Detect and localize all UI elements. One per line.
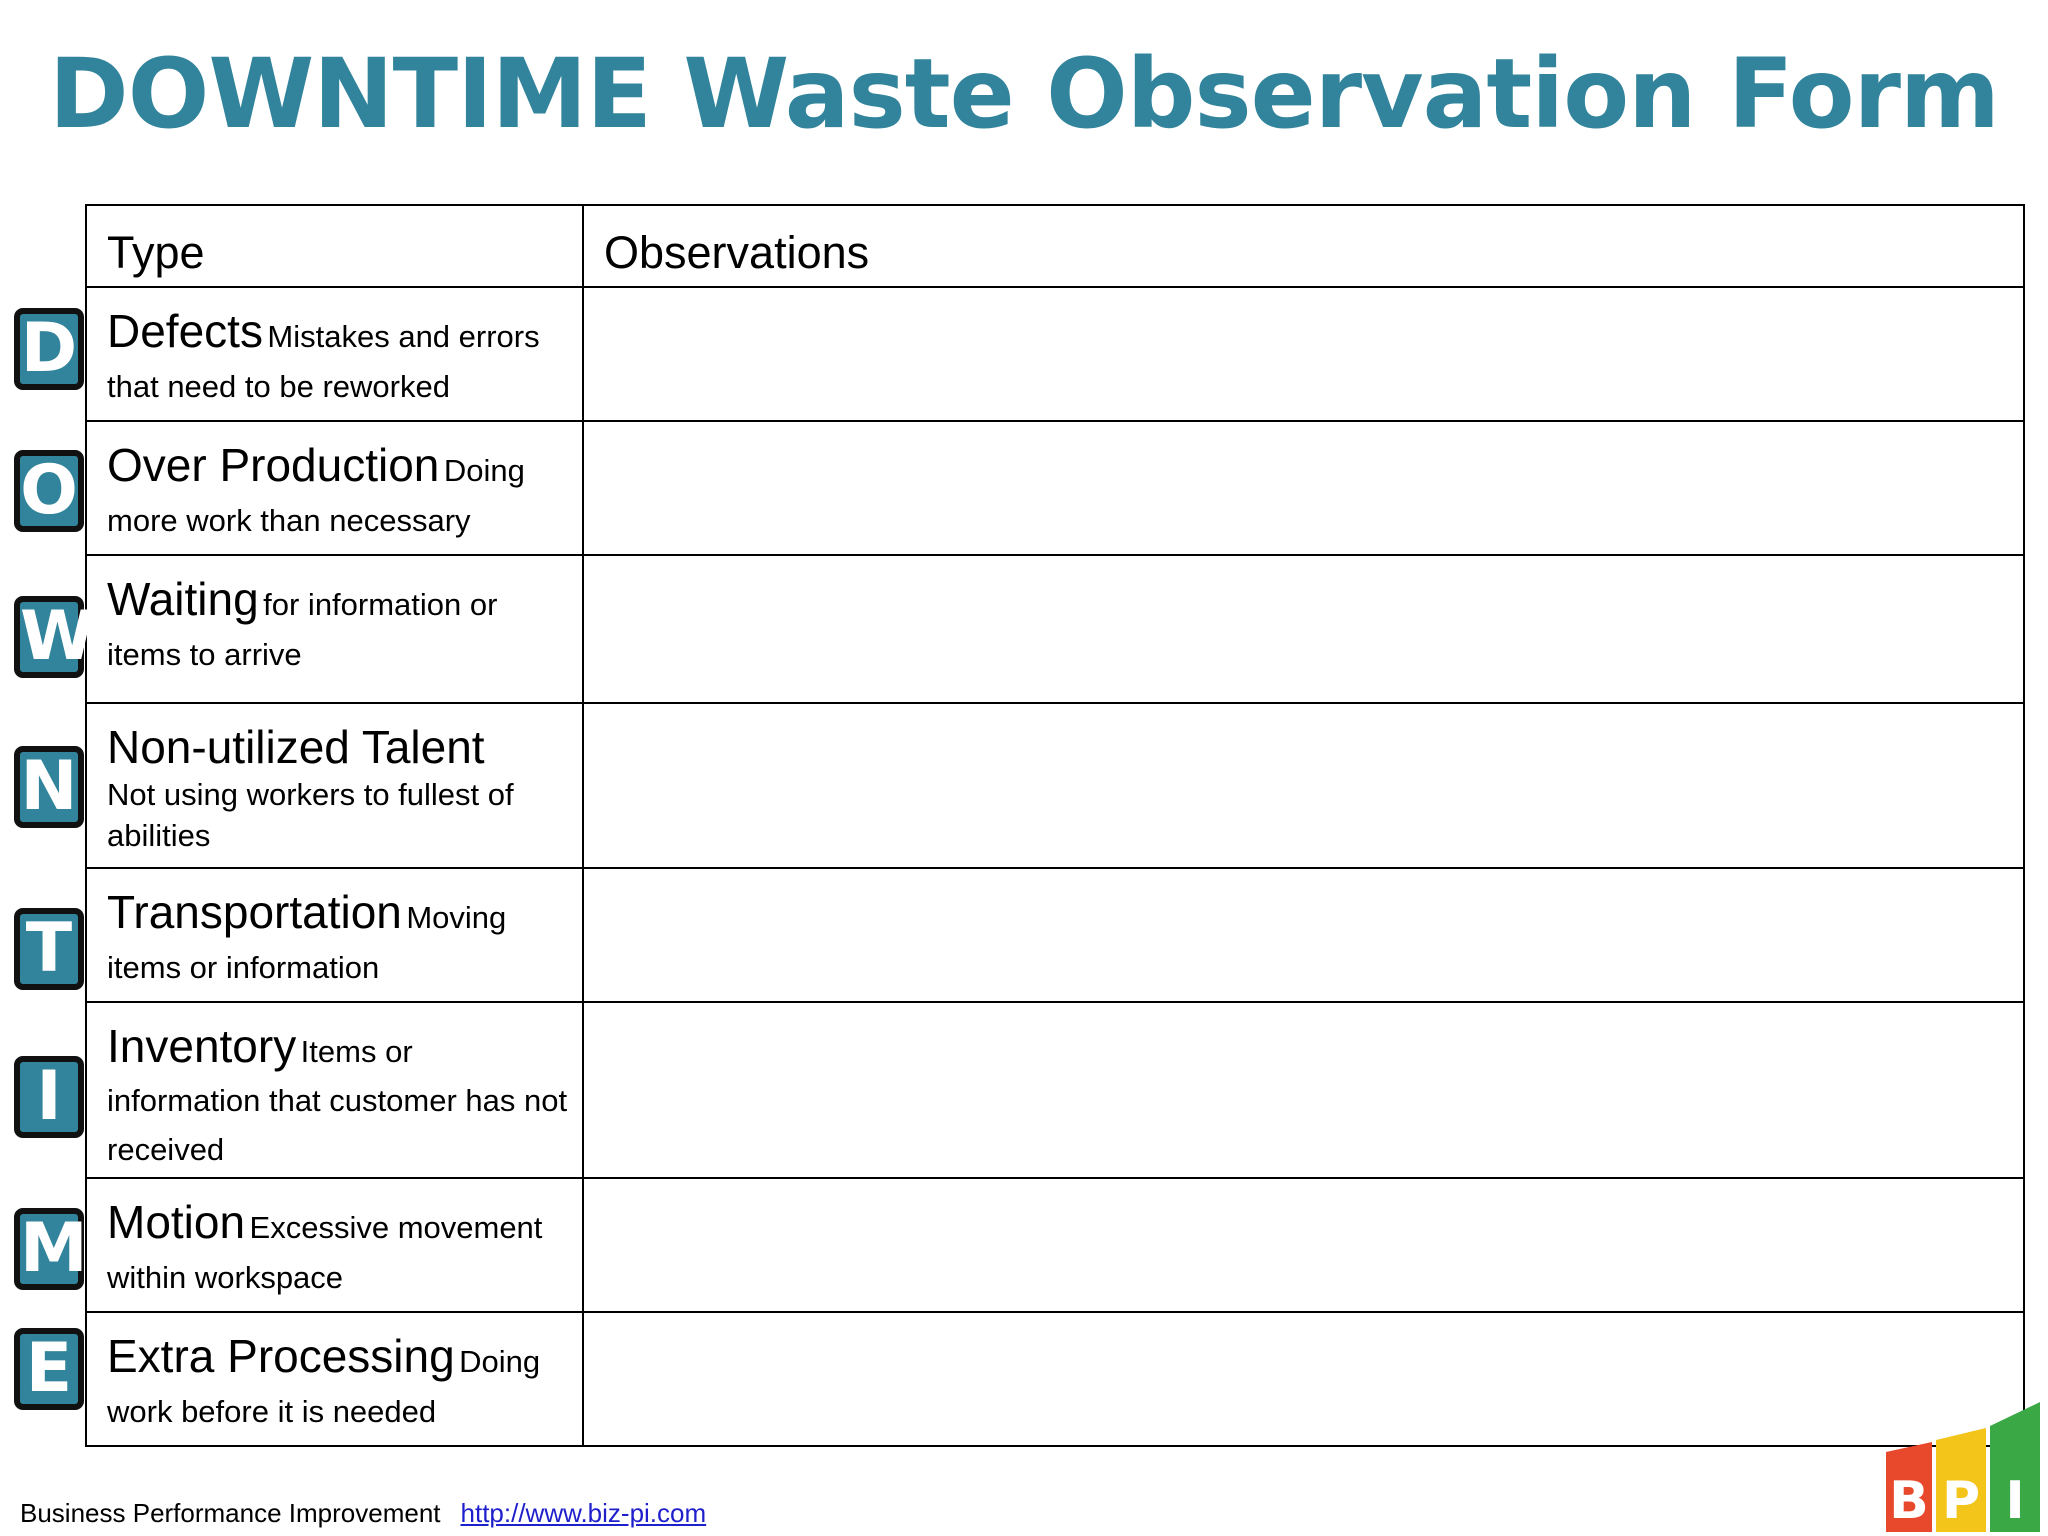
bpi-logo: [1882, 1400, 2044, 1532]
letter-badge-n: N: [14, 746, 84, 828]
type-name: Transportation: [107, 886, 402, 938]
observation-cell[interactable]: [583, 868, 2024, 1002]
type-cell: [86, 868, 583, 1002]
column-header-type: Type: [86, 205, 583, 287]
table-row: [86, 703, 2024, 868]
type-name: Extra Processing: [107, 1330, 455, 1382]
table-header-row: [86, 205, 2024, 287]
letter-badge-d: D: [14, 308, 84, 390]
page-title: DOWNTIME Waste Observation Form: [49, 38, 1999, 150]
type-cell: [86, 703, 583, 868]
observation-cell[interactable]: [583, 1002, 2024, 1178]
footer: [20, 1498, 706, 1529]
type-name: Over Production: [107, 439, 440, 491]
type-cell: [86, 1002, 583, 1178]
type-name: Defects: [107, 305, 263, 357]
type-description: Moving items or information: [107, 900, 507, 985]
type-description: Excessive movement within workspace: [107, 1210, 543, 1295]
type-description: Doing work before it is needed: [107, 1344, 541, 1429]
observation-cell[interactable]: [583, 555, 2024, 703]
table-row: [86, 287, 2024, 421]
type-cell: [86, 421, 583, 555]
observation-cell[interactable]: [583, 1312, 2024, 1446]
type-name: Inventory: [107, 1020, 297, 1072]
type-name: Waiting: [107, 573, 259, 625]
type-name: Non-utilized Talent: [107, 721, 485, 773]
type-description: Mistakes and errors that need to be reworked: [107, 319, 540, 404]
letter-badge-t: T: [14, 908, 84, 990]
type-cell: [86, 1312, 583, 1446]
type-cell: [86, 1178, 583, 1312]
letter-badge-o: O: [14, 450, 84, 532]
type-name: Motion: [107, 1196, 246, 1248]
logo-letter-b: B: [1889, 1471, 1929, 1531]
table-row: [86, 1312, 2024, 1446]
table-row: [86, 1178, 2024, 1312]
observation-table: [85, 204, 2025, 1447]
logo-letter-p: P: [1941, 1471, 1981, 1531]
footer-link[interactable]: http://www.biz-pi.com: [460, 1498, 707, 1528]
type-description: Doing more work than necessary: [107, 453, 525, 538]
observation-cell[interactable]: [583, 421, 2024, 555]
column-header-observations: Observations: [583, 205, 2024, 287]
table-row: [86, 1002, 2024, 1178]
type-description: Not using workers to fullest of abilities: [107, 777, 514, 853]
observation-cell[interactable]: [583, 703, 2024, 868]
logo-letter-i: I: [2005, 1471, 2025, 1531]
letter-badge-i: I: [14, 1056, 84, 1138]
type-cell: [86, 555, 583, 703]
letter-badge-e: E: [14, 1328, 84, 1410]
letter-badge-m: M: [14, 1208, 84, 1290]
letter-badge-w: W: [14, 596, 84, 678]
observation-cell[interactable]: [583, 287, 2024, 421]
type-description: for information or items to arrive: [107, 587, 498, 672]
table-row: [86, 421, 2024, 555]
table-row: [86, 868, 2024, 1002]
type-cell: [86, 287, 583, 421]
table-row: [86, 555, 2024, 703]
observation-cell[interactable]: [583, 1178, 2024, 1312]
type-description: Items or information that customer has not received: [107, 1034, 568, 1167]
footer-company: Business Performance Improvement: [20, 1498, 441, 1528]
